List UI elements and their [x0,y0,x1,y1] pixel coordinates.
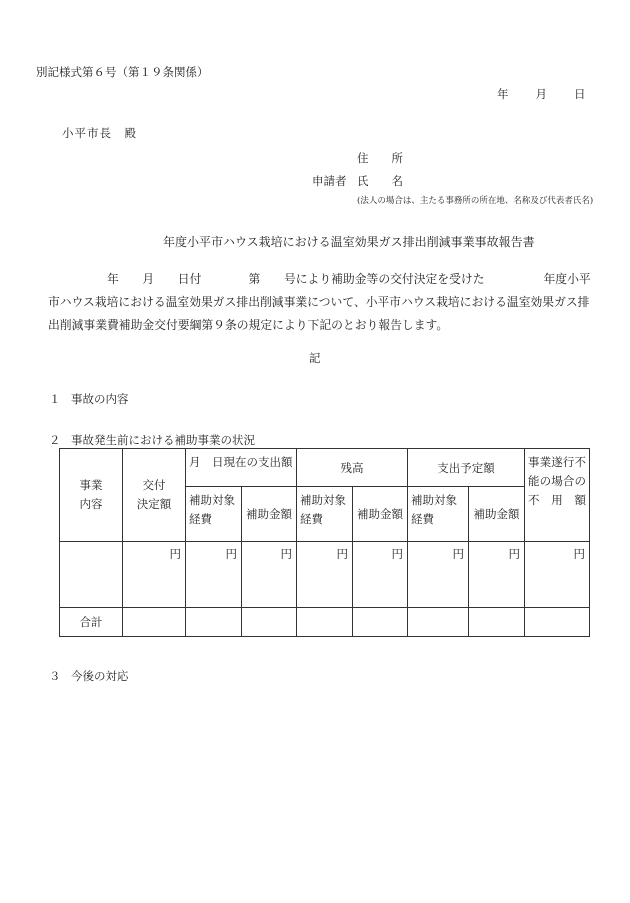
yen-unit: 円 [225,547,237,561]
header-planned-text: 支出予定額 [437,460,495,475]
yen-unit: 円 [573,547,585,561]
section-2-number: ２ [49,433,61,447]
header-business-text: 事業 内容 [79,478,103,511]
section-1-number: １ [49,392,61,406]
sub-eligible-3-text: 補助対象経費 [411,493,457,526]
total-balance-subsidy-cell[interactable] [353,608,408,637]
data-unusable-cell[interactable] [525,542,590,608]
data-balance-eligible-cell[interactable] [297,542,353,608]
total-unusable-cell[interactable] [525,608,590,637]
name-label: 氏 名 [357,174,403,188]
yen-unit: 円 [508,547,520,561]
sub-subsidy-1-text: 補助金額 [246,507,292,521]
sub-subsidy-3 [469,487,525,542]
yen-unit: 円 [169,547,181,561]
sub-eligible-1 [186,487,242,542]
header-decided [123,449,186,542]
section-3-label: 今後の対応 [71,669,129,683]
date-day: 日 [574,87,586,101]
total-label-cell [60,608,123,637]
data-decided-cell[interactable] [123,542,186,608]
form-id: 別記様式第６号（第１９条関係） [36,65,209,79]
total-planned-subsidy-cell[interactable] [469,608,525,637]
section-3-number: ３ [49,669,61,683]
total-planned-eligible-cell[interactable] [408,608,469,637]
sub-subsidy-2 [353,487,408,542]
total-balance-eligible-cell[interactable] [297,608,353,637]
section-2-label: 事故発生前における補助事業の状況 [71,433,255,447]
header-expenditure-date-text: 月 日現在の支出額 [189,455,293,469]
section-1-label: 事故の内容 [71,392,129,406]
sub-subsidy-1 [242,487,297,542]
data-business-cell[interactable] [60,542,123,608]
document-title: 年度小平市ハウス栽培における温室効果ガス排出削減事業事故報告書 [163,235,535,249]
total-decided-cell[interactable] [123,608,186,637]
data-balance-subsidy-cell[interactable] [353,542,408,608]
header-unusable-text: 事業遂行不能の場合の不用額 [528,455,586,507]
data-expenditure-eligible-cell[interactable] [186,542,242,608]
total-label: 合計 [79,615,103,629]
section-2 [49,432,255,448]
header-expenditure-date [186,449,297,487]
applicant-note: (法人の場合は、主たる事務所の所在地、名称及び代表者氏名) [357,196,594,206]
address-label: 住 所 [357,151,403,165]
header-unusable [525,449,590,542]
body-paragraph: 年 月 日付 第 号により補助金等の交付決定を受けた 年度小平市ハウス栽培における温室効果ガス排出削減事業について、小平市ハウス栽培における温室効果ガス排出削減事業費補助金交付要綱第９条の規定により下記のとおり報告します。 [48,272,591,332]
date-month: 月 [535,87,547,101]
date-year: 年 [497,87,509,101]
total-expenditure-eligible-cell[interactable] [186,608,242,637]
header-balance-text: 残高 [340,460,364,475]
data-planned-subsidy-cell[interactable] [469,542,525,608]
sub-eligible-3 [408,487,469,542]
status-table [59,448,590,637]
header-planned [408,449,525,487]
header-business [60,449,123,542]
yen-unit: 円 [391,547,403,561]
sub-subsidy-2-text: 補助金額 [357,507,403,521]
header-balance [297,449,408,487]
section-1 [49,391,129,407]
addressee: 小平市長 殿 [62,126,137,140]
sub-eligible-2-text: 補助対象経費 [300,493,346,526]
yen-unit: 円 [336,547,348,561]
ki-heading: 記 [309,351,321,365]
total-expenditure-subsidy-cell[interactable] [242,608,297,637]
data-planned-eligible-cell[interactable] [408,542,469,608]
yen-unit: 円 [280,547,292,561]
sub-subsidy-3-text: 補助金額 [473,507,520,521]
sub-eligible-2 [297,487,353,542]
yen-unit: 円 [452,547,464,561]
data-expenditure-subsidy-cell[interactable] [242,542,297,608]
header-decided-text: 交付 決定額 [136,478,172,511]
section-3 [49,668,129,684]
date-fields [497,86,590,102]
applicant-label: 申請者 [312,174,347,188]
sub-eligible-1-text: 補助対象経費 [189,493,235,526]
